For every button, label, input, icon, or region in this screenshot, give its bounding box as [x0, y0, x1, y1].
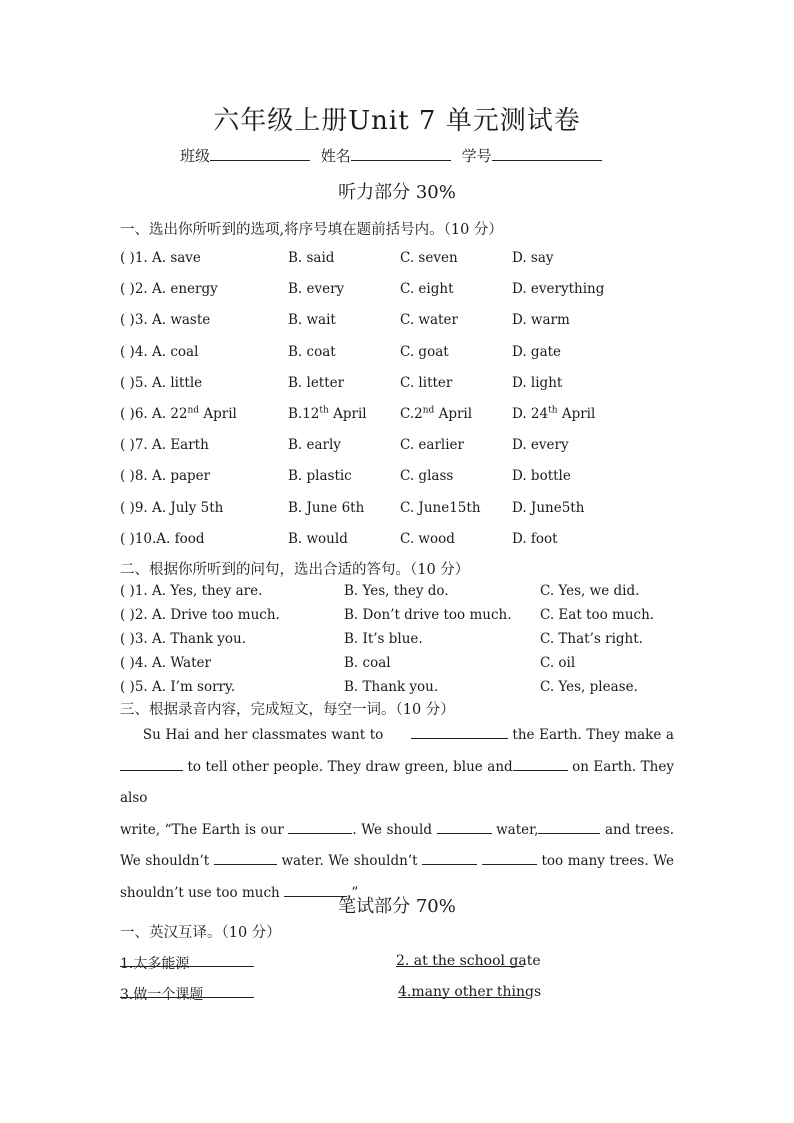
option-a: ( )10.A. food: [120, 530, 205, 547]
option-c: C.2nd April: [400, 405, 473, 422]
writing-section-title: 笔试部分 70%: [338, 896, 456, 917]
option-d: D. light: [512, 374, 563, 391]
number-blank[interactable]: [492, 146, 602, 161]
option-b: B. It’s blue.: [344, 631, 423, 647]
number-label: 学号: [461, 147, 492, 165]
option-d: D. 24th April: [512, 405, 596, 422]
option-a: ( )1. A. save: [120, 250, 201, 266]
option-a: ( )6. A. 22nd April: [120, 405, 237, 422]
passage-line: Su Hai and her classmates want to the Earth. They make a: [142, 727, 674, 743]
blank[interactable]: [411, 726, 508, 739]
option-a: ( )9. A. July 5th: [120, 499, 224, 516]
blank[interactable]: [288, 821, 352, 834]
blank[interactable]: [214, 852, 277, 865]
answer-blank[interactable]: [120, 984, 254, 998]
page-title: 六年级上册Unit 7 单元测试卷: [213, 106, 581, 136]
part2-instruction: 二、根据你所听到的问句，选出合适的答句。（10 分）: [120, 562, 470, 578]
answer-blank[interactable]: [120, 953, 254, 967]
passage-line: to tell other people. They draw green, blue and on Earth. They also: [120, 758, 674, 806]
option-a: ( )3. A. Thank you.: [120, 631, 246, 647]
part4-instruction: 一、英汉互译。（10 分）: [120, 925, 281, 941]
option-a: ( )4. A. coal: [120, 343, 199, 360]
option-b: B. would: [288, 530, 348, 547]
option-b: B. early: [288, 437, 341, 454]
option-c: C. oil: [540, 655, 576, 671]
option-b: B.12th April: [288, 405, 367, 422]
option-b: B. said: [288, 250, 335, 266]
option-b: B. June 6th: [288, 499, 365, 516]
blank[interactable]: [513, 758, 568, 771]
option-d: D. foot: [512, 530, 558, 547]
option-a: ( )8. A. paper: [120, 468, 211, 485]
part3-instruction: 三、根据录音内容，完成短文，每空一词。（10 分）: [120, 702, 455, 718]
option-c: C. Yes, we did.: [540, 583, 640, 599]
option-a: ( )4. A. Water: [120, 655, 211, 671]
answer-blank[interactable]: [396, 953, 524, 967]
option-b: B. every: [288, 281, 345, 298]
option-d: D. say: [512, 250, 554, 266]
blank[interactable]: [422, 852, 477, 865]
name-blank[interactable]: [351, 146, 451, 161]
blank[interactable]: [120, 758, 183, 771]
option-b: B. letter: [288, 374, 345, 391]
blank[interactable]: [437, 821, 492, 834]
option-c: C. That’s right.: [540, 631, 643, 647]
option-b: B. coat: [288, 343, 336, 360]
option-c: C. goat: [400, 343, 449, 360]
cloze-passage: [120, 720, 674, 909]
option-a: ( )5. A. I’m sorry.: [120, 679, 236, 695]
option-c: C. litter: [400, 374, 453, 391]
option-c: C. earlier: [400, 437, 464, 454]
option-c: C. Yes, please.: [540, 679, 638, 695]
student-info: [180, 145, 608, 166]
option-a: ( )3. A. waste: [120, 312, 211, 329]
option-a: ( )2. A. energy: [120, 281, 218, 298]
blank[interactable]: [538, 821, 600, 834]
option-b: B. Thank you.: [344, 679, 439, 695]
name-label: 姓名: [320, 147, 351, 165]
option-b: B. wait: [288, 312, 336, 329]
blank[interactable]: [482, 852, 537, 865]
option-d: D. warm: [512, 312, 570, 329]
option-c: C. seven: [400, 250, 458, 266]
option-a: ( )2. A. Drive too much.: [120, 607, 280, 623]
option-d: D. June5th: [512, 499, 585, 516]
option-d: D. gate: [512, 343, 562, 360]
passage-line: shouldn’t use too much .”: [120, 884, 359, 901]
option-c: C. water: [400, 312, 458, 329]
class-blank[interactable]: [210, 146, 310, 161]
option-c: C. wood: [400, 530, 455, 547]
option-a: ( )7. A. Earth: [120, 437, 209, 454]
option-c: C. Eat too much.: [540, 607, 655, 623]
option-c: C. eight: [400, 281, 454, 298]
answer-blank[interactable]: [398, 984, 526, 998]
option-a: ( )5. A. little: [120, 374, 203, 391]
class-label: 班级: [180, 147, 211, 165]
option-d: D. everything: [512, 281, 605, 298]
part1-instruction: 一、选出你所听到的选项,将序号填在题前括号内。（10 分）: [120, 222, 503, 238]
option-b: B. plastic: [288, 468, 352, 485]
option-c: C. June15th: [400, 499, 481, 516]
option-d: D. bottle: [512, 468, 571, 485]
passage-line: We shouldn’t water. We shouldn’t too many trees. We: [120, 853, 674, 869]
option-d: D. every: [512, 437, 569, 454]
option-a: ( )1. A. Yes, they are.: [120, 583, 263, 599]
listening-section-title: 听力部分 30%: [338, 182, 456, 203]
passage-line: write, “The Earth is our . We should water, and trees.: [120, 821, 674, 838]
option-b: B. coal: [344, 655, 391, 671]
option-c: C. glass: [400, 468, 454, 485]
option-b: B. Yes, they do.: [344, 583, 449, 599]
option-b: B. Don’t drive too much.: [344, 607, 512, 623]
